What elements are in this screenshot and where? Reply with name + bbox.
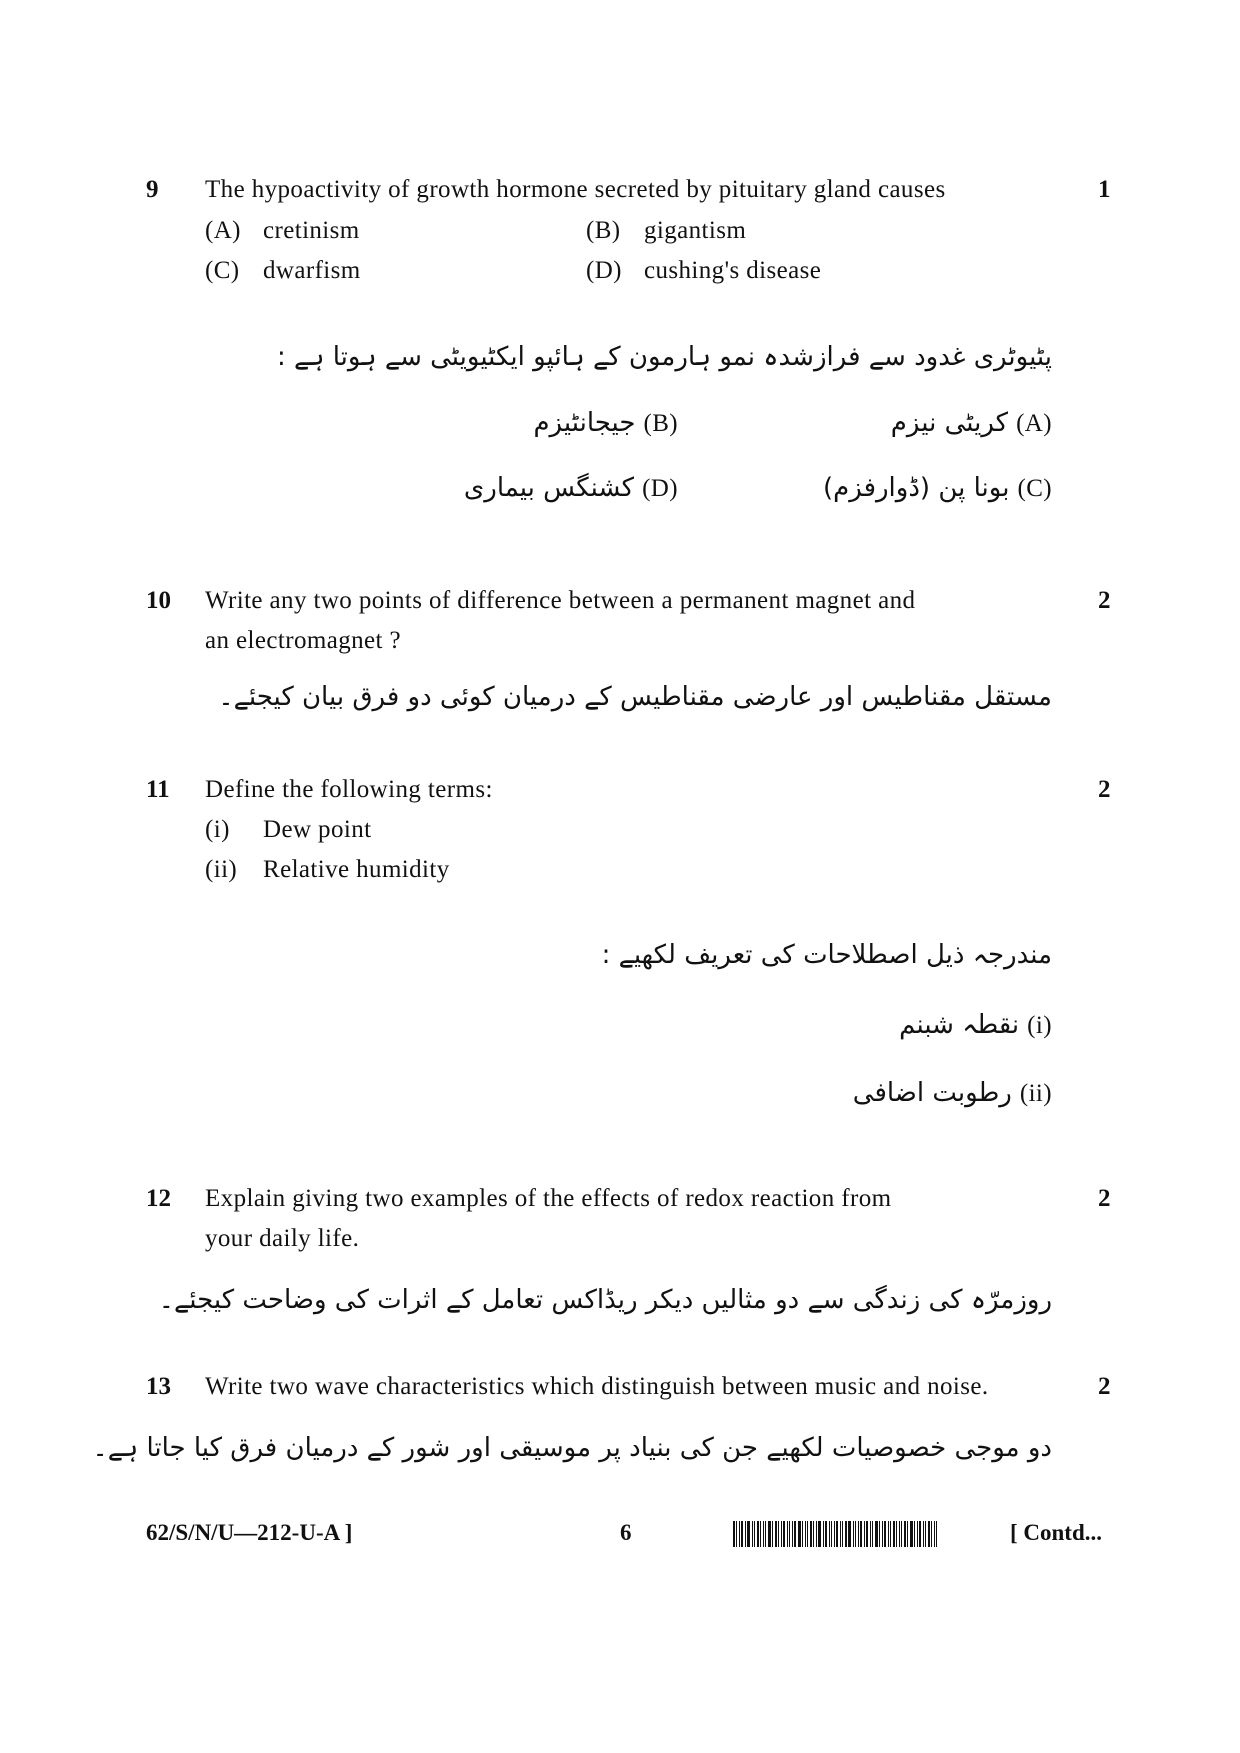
barcode-bar bbox=[818, 1521, 821, 1547]
question-11-urdu-item-i bbox=[899, 1010, 1052, 1040]
option-text: gigantism bbox=[644, 217, 747, 244]
urdu-option-label: (D) bbox=[642, 475, 678, 502]
option-label: (A) bbox=[205, 217, 241, 244]
question-10-urdu-text: مستقل مقناطیس اور عارضی مقناطیس کے درمیان کوئی دو فرق بیان کیجئے۔ bbox=[218, 682, 1052, 712]
barcode-bar bbox=[810, 1521, 812, 1547]
urdu-option-text: کریٹی نیزم bbox=[890, 408, 1009, 438]
question-11-marks: 2 bbox=[1098, 776, 1111, 803]
item-label: (ii) bbox=[205, 856, 238, 883]
barcode-bar bbox=[741, 1521, 743, 1547]
barcode-bar bbox=[858, 1521, 859, 1547]
question-11-urdu-text: مندرجہ ذیل اصطلاحات کی تعریف لکھیے : bbox=[601, 940, 1052, 970]
barcode-bar bbox=[923, 1521, 924, 1547]
option-label: (C) bbox=[205, 257, 240, 284]
barcode-bar bbox=[872, 1521, 873, 1547]
question-11-item-i bbox=[205, 816, 371, 844]
question-9-number: 9 bbox=[146, 176, 159, 203]
barcode-bar bbox=[807, 1521, 808, 1547]
urdu-option-text: جیجانٹیزم bbox=[533, 408, 636, 438]
barcode-bar bbox=[816, 1521, 817, 1547]
urdu-item-label: (i) bbox=[1027, 1012, 1052, 1039]
question-10-text-line2: an electromagnet ? bbox=[205, 627, 401, 654]
barcode bbox=[733, 1521, 939, 1547]
barcode-bar bbox=[768, 1521, 771, 1547]
barcode-bar bbox=[745, 1521, 746, 1547]
question-9-option-d bbox=[586, 257, 821, 285]
barcode-bar bbox=[899, 1521, 900, 1547]
barcode-bar bbox=[792, 1521, 793, 1547]
barcode-bar bbox=[904, 1521, 906, 1547]
barcode-bar bbox=[934, 1521, 935, 1547]
barcode-bar bbox=[739, 1521, 740, 1547]
urdu-option-label: (A) bbox=[1016, 410, 1052, 437]
question-12-marks: 2 bbox=[1098, 1185, 1111, 1212]
question-12-text-line1: Explain giving two examples of the effects of redox reaction from bbox=[205, 1185, 892, 1212]
barcode-bar bbox=[925, 1521, 926, 1547]
barcode-bar bbox=[853, 1521, 854, 1547]
barcode-bar bbox=[864, 1521, 865, 1547]
question-11-item-ii bbox=[205, 856, 450, 884]
paper-code: 62/S/N/U—212-U-A ] bbox=[146, 1520, 353, 1545]
barcode-bar bbox=[813, 1521, 814, 1547]
barcode-bar bbox=[910, 1521, 913, 1547]
question-9-text: The hypoactivity of growth hormone secreted by pituitary gland causes bbox=[205, 176, 946, 203]
barcode-bar bbox=[829, 1521, 830, 1547]
barcode-bar bbox=[840, 1521, 841, 1547]
barcode-bar bbox=[798, 1521, 801, 1547]
contd-label: [ Contd... bbox=[1010, 1520, 1103, 1545]
option-label: (B) bbox=[586, 217, 621, 244]
question-13-text: Write two wave characteristics which distinguish between music and noise. bbox=[205, 1373, 989, 1400]
question-12-urdu-text: روزمرّہ کی زندگی سے دو مثالیں دیکر ریڈاکس تعامل کے اثرات کی وضاحت کیجئے۔ bbox=[158, 1285, 1052, 1315]
barcode-bar bbox=[783, 1521, 785, 1547]
urdu-item-text: نقطہ شبنم bbox=[899, 1010, 1020, 1040]
question-13-marks: 2 bbox=[1098, 1373, 1111, 1400]
question-9-urdu-option-a bbox=[891, 408, 1052, 438]
barcode-bar bbox=[907, 1521, 908, 1547]
question-11-number: 11 bbox=[146, 776, 170, 803]
barcode-bar bbox=[845, 1521, 847, 1547]
barcode-bar bbox=[760, 1521, 761, 1547]
barcode-bar bbox=[848, 1521, 851, 1547]
barcode-bar bbox=[896, 1521, 897, 1547]
barcode-bar bbox=[825, 1521, 827, 1547]
option-text: cushing's disease bbox=[644, 257, 822, 284]
question-13-number: 13 bbox=[146, 1373, 171, 1400]
question-12-text-line2: your daily life. bbox=[205, 1225, 360, 1252]
barcode-bar bbox=[917, 1521, 918, 1547]
option-label: (D) bbox=[586, 257, 622, 284]
barcode-bar bbox=[893, 1521, 895, 1547]
question-9-marks: 1 bbox=[1098, 176, 1111, 203]
barcode-bar bbox=[772, 1521, 773, 1547]
barcode-bar bbox=[884, 1521, 886, 1547]
urdu-item-label: (ii) bbox=[1019, 1080, 1052, 1107]
question-11-urdu-item-ii bbox=[853, 1078, 1052, 1108]
barcode-bar bbox=[888, 1521, 889, 1547]
question-10-text-line1: Write any two points of difference between a permanent magnet and bbox=[205, 587, 916, 614]
barcode-bar bbox=[919, 1521, 921, 1547]
page-number: 6 bbox=[620, 1520, 632, 1545]
question-12-number: 12 bbox=[146, 1185, 171, 1212]
barcode-bar bbox=[802, 1521, 803, 1547]
barcode-bar bbox=[834, 1521, 835, 1547]
barcode-bar bbox=[789, 1521, 790, 1547]
barcode-bar bbox=[901, 1521, 902, 1547]
barcode-bar bbox=[870, 1521, 871, 1547]
item-text: Dew point bbox=[263, 816, 372, 843]
barcode-bar bbox=[936, 1521, 937, 1547]
urdu-option-label: (C) bbox=[1017, 475, 1052, 502]
question-9-urdu-text: پٹیوٹری غدود سے فرازشدہ نمو ہارمون کے ہائپو ایکٹیویٹی سے ہوتا ہے : bbox=[277, 342, 1052, 372]
question-11-text: Define the following terms: bbox=[205, 776, 493, 803]
barcode-bar bbox=[752, 1521, 753, 1547]
barcode-bar bbox=[914, 1521, 915, 1547]
barcode-bar bbox=[778, 1521, 779, 1547]
barcode-bar bbox=[879, 1521, 880, 1547]
item-text: Relative humidity bbox=[263, 856, 450, 883]
question-9-urdu-option-c bbox=[823, 473, 1052, 503]
item-label: (i) bbox=[205, 816, 230, 843]
barcode-bar bbox=[855, 1521, 856, 1547]
barcode-bar bbox=[842, 1521, 843, 1547]
barcode-bar bbox=[747, 1521, 750, 1547]
barcode-bar bbox=[781, 1521, 782, 1547]
barcode-bar bbox=[931, 1521, 932, 1547]
question-9-option-b bbox=[586, 217, 746, 245]
question-10-number: 10 bbox=[146, 587, 171, 614]
question-9-urdu-option-d bbox=[464, 473, 678, 503]
question-13-urdu-text: دو موجی خصوصیات لکھیے جن کی بنیاد پر موسیقی اور شور کے درمیان فرق کیا جاتا ہے۔ bbox=[92, 1433, 1052, 1463]
barcode-bar bbox=[860, 1521, 862, 1547]
barcode-bar bbox=[754, 1521, 755, 1547]
barcode-bar bbox=[882, 1521, 883, 1547]
barcode-bar bbox=[765, 1521, 766, 1547]
barcode-bar bbox=[763, 1521, 764, 1547]
question-10-marks: 2 bbox=[1098, 587, 1111, 614]
barcode-bar bbox=[890, 1521, 891, 1547]
barcode-bar bbox=[836, 1521, 838, 1547]
question-9-option-c bbox=[205, 257, 361, 285]
barcode-bar bbox=[866, 1521, 868, 1547]
option-text: dwarfism bbox=[263, 257, 361, 284]
option-text: cretinism bbox=[263, 217, 360, 244]
barcode-bar bbox=[757, 1521, 759, 1547]
urdu-item-text: رطوبت اضافی bbox=[852, 1078, 1012, 1108]
barcode-bar bbox=[794, 1521, 796, 1547]
barcode-bar bbox=[875, 1521, 878, 1547]
question-9-option-a bbox=[205, 217, 360, 245]
barcode-bar bbox=[928, 1521, 930, 1547]
question-9-urdu-option-b bbox=[533, 408, 678, 438]
barcode-bar bbox=[805, 1521, 806, 1547]
barcode-bar bbox=[831, 1521, 832, 1547]
urdu-option-text: بونا پن (ڈوارفزم) bbox=[822, 473, 1010, 503]
barcode-bar bbox=[736, 1521, 737, 1547]
urdu-option-text: کشنگس بیماری bbox=[463, 473, 635, 503]
urdu-option-label: (B) bbox=[643, 410, 678, 437]
barcode-bar bbox=[733, 1521, 735, 1547]
barcode-bar bbox=[823, 1521, 824, 1547]
barcode-bar bbox=[775, 1521, 777, 1547]
barcode-bar bbox=[787, 1521, 788, 1547]
